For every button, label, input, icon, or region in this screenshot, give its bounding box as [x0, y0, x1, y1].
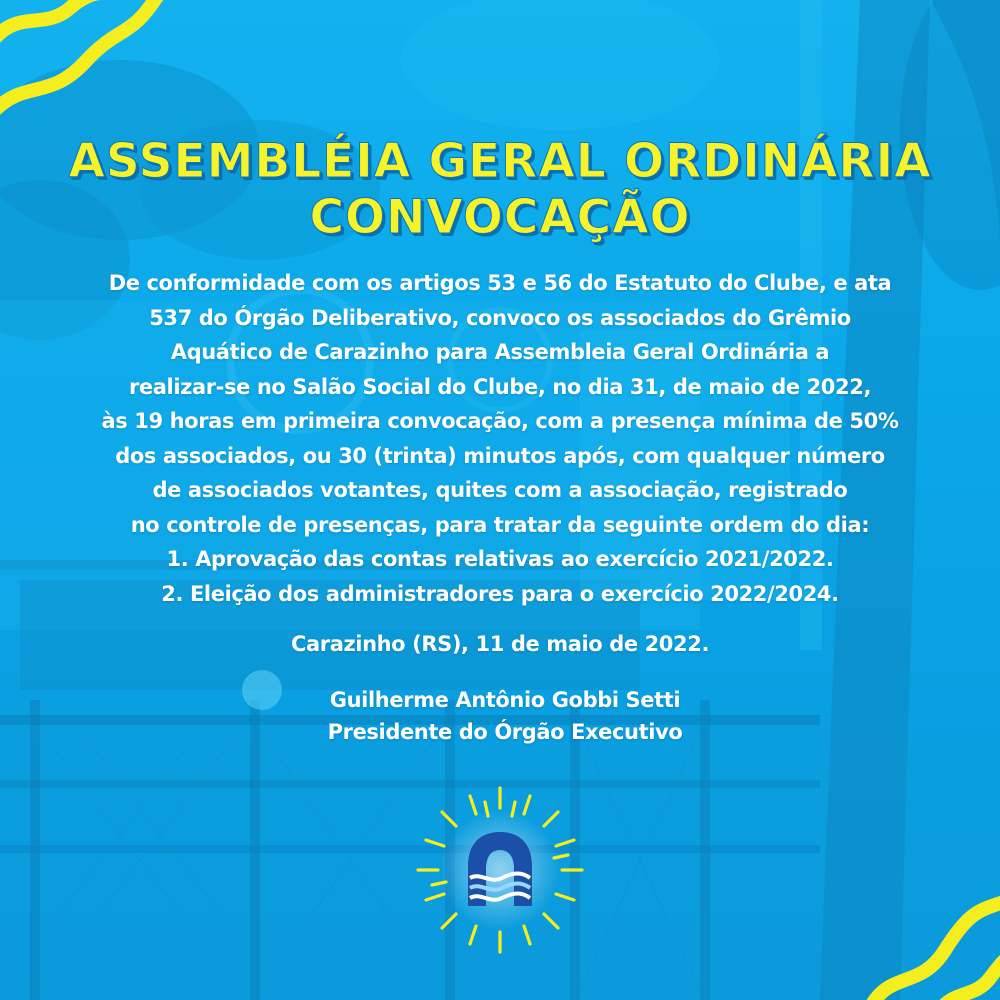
body-line: Aquático de Carazinho para Assembleia Geral Ordinária a — [170, 340, 830, 364]
body-line: 537 do Órgão Deliberativo, convoco os associados do Grêmio — [149, 305, 851, 330]
title-line-2: CONVOCAÇÃO — [309, 190, 691, 245]
agenda-item-1: 1. Aprovação das contas relativas ao exercício 2021/2022. — [166, 547, 834, 571]
body-line: de associados votantes, quites com a associação, registrado — [152, 478, 848, 502]
club-logo-icon — [410, 780, 590, 960]
wave-top-left-icon — [0, 0, 170, 120]
wave-bottom-right-icon — [860, 890, 1000, 1000]
signer-name: Guilherme Antônio Gobbi Setti — [329, 688, 681, 712]
body-line: De conformidade com os artigos 53 e 56 do Estatuto do Clube, e ata — [108, 271, 892, 295]
body-line: dos associados, ou 30 (trinta) minutos após, com qualquer número — [115, 443, 885, 468]
signer-role: Presidente do Órgão Executivo — [327, 720, 683, 744]
convocation-paragraph — [10, 266, 990, 611]
body-line: às 19 horas em primeira convocação, com a presença mínima de 50% — [101, 409, 899, 433]
place-date: Carazinho (RS), 11 de maio de 2022. — [290, 632, 710, 656]
title-line-1: ASSEMBLÉIA GERAL ORDINÁRIA — [68, 134, 932, 189]
agenda-item-2: 2. Eleição dos administradores para o exercício 2022/2024. — [161, 581, 839, 606]
body-line: no controle de presenças, para tratar da seguinte ordem do dia: — [130, 512, 870, 537]
body-line: realizar-se no Salão Social do Clube, no dia 31, de maio de 2022, — [128, 374, 872, 399]
